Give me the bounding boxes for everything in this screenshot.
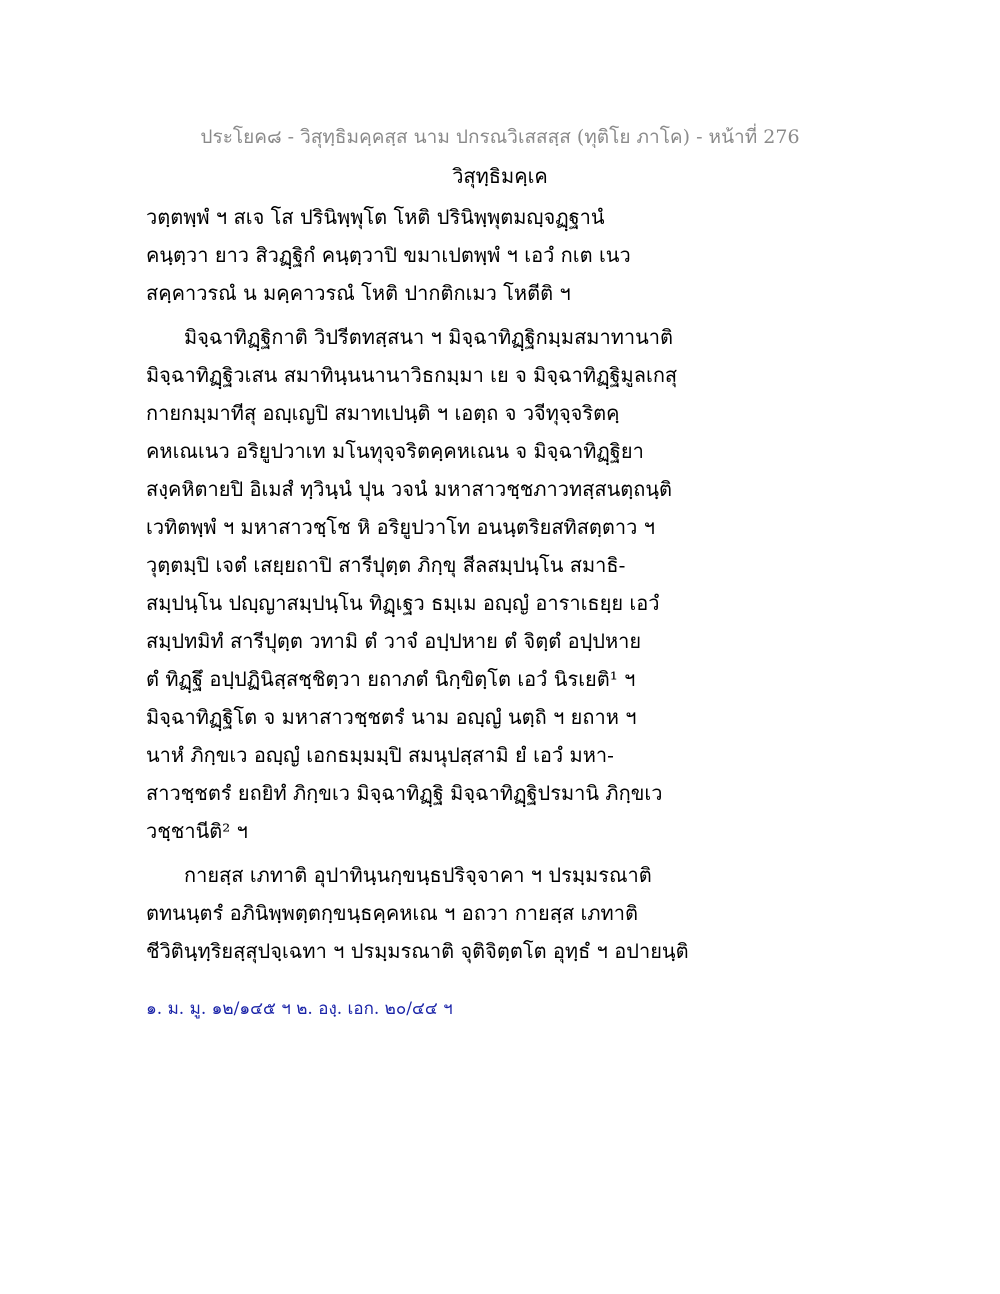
paragraph	[146, 318, 706, 850]
page-header: ประโยค๘ - วิสุทฺธิมคฺคสฺส นาม ปกรณวิเสสสฺส (ทุติโย ภาโค) - หน้าที่ 276	[200, 126, 800, 148]
text-line: มิจฺฉาทิฏฺฐิวเสน สมาทินฺนนานาวิธกมฺมา เย จ มิจฺฉาทิฏฺฐิมูลเกสุ	[146, 363, 678, 387]
text-line: สมฺปทมิทํ สารีปุตฺต วทามิ ตํ วาจํ อปฺปหาย ตํ จิตฺตํ อปฺปหาย	[146, 629, 642, 653]
paragraph	[146, 856, 706, 970]
text-line: สมฺปนฺโน ปญฺญาสมฺปนฺโน ทิฏฺเฐว ธมฺเม อญฺญํ อาราเธยฺย เอวํ	[146, 591, 660, 615]
text-line: มิจฺฉาทิฏฺฐิโต จ มหาสาวชฺชตรํ นาม อญฺญํ นตฺถิ ฯ ยถาห ฯ	[146, 705, 637, 729]
section-title: วิสุทฺธิมคฺเค	[452, 164, 548, 188]
text-line: คนฺตฺวา ยาว สิวฏฺฐิกํ คนฺตฺวาปิ ขมาเปตพฺพํ ฯ เอวํ กเต เนว	[146, 243, 631, 267]
text-line: คหเณเนว อริยูปวาเท มโนทุจฺจริตคฺคหเณน จ มิจฺฉาทิฏฺฐิยา	[146, 439, 644, 463]
text-line: เวทิตพฺพํ ฯ มหาสาวชฺโช หิ อริยูปวาโท อนนฺตริยสทิสตฺตาว ฯ	[146, 515, 655, 539]
text-line: มิจฺฉาทิฏฺฐิกาติ วิปรีตทสฺสนา ฯ มิจฺฉาทิฏฺฐิกมฺมสมาทานาติ	[184, 325, 673, 349]
body-text	[146, 198, 706, 970]
text-line: นาหํ ภิกฺขเว อญฺญํ เอกธมฺมมฺปิ สมนุปสฺสามิ ยํ เอวํ มหา-	[146, 743, 614, 767]
text-line: วชฺชานีติ² ฯ	[146, 819, 248, 843]
paragraph	[146, 198, 706, 312]
text-line: ชีวิตินฺทฺริยสฺสุปจฺเฉทา ฯ ปรมฺมรณาติ จุติจิตฺตโต อุทฺธํ ฯ อปายนฺติ	[146, 939, 689, 963]
text-line: สคฺคาวรณํ น มคฺคาวรณํ โหติ ปากติกเมว โหตีติ ฯ	[146, 281, 571, 305]
footnote: ๑. ม. มู. ๑๒/๑๔๕ ฯ ๒. องฺ. เอก. ๒๐/๔๔ ฯ	[146, 999, 453, 1019]
text-line: ตํ ทิฏฺฐึ อปฺปฏินิสฺสชฺชิตฺวา ยถาภตํ นิกฺขิตฺโต เอวํ นิรเยติ¹ ฯ	[146, 667, 636, 691]
text-line: ตทนนฺตรํ อภินิพฺพตฺตกฺขนฺธคฺคหเณ ฯ อถวา กายสฺส เภทาติ	[146, 901, 638, 925]
text-line: วตฺตพฺพํ ฯ สเจ โส ปรินิพฺพุโต โหติ ปรินิพฺพุตมญฺจฏฺฐานํ	[146, 205, 605, 229]
text-line: สงฺคหิตายปิ อิเมสํ ทฺวินฺนํ ปุน วจนํ มหาสาวชฺชภาวทสฺสนตฺถนฺติ	[146, 477, 673, 501]
text-line: กายสฺส เภทาติ อุปาทินฺนกฺขนฺธปริจฺจาคา ฯ ปรมฺมรณาติ	[184, 863, 652, 887]
text-line: สาวชฺชตรํ ยถยิทํ ภิกฺขเว มิจฺฉาทิฏฺฐิ มิจฺฉาทิฏฺฐิปรมานิ ภิกฺขเว	[146, 781, 663, 805]
text-line: กายกมฺมาทีสุ อญฺเญปิ สมาทเปนฺติ ฯ เอตฺถ จ วจีทุจฺจริตคฺ	[146, 401, 620, 425]
text-line: วุตฺตมฺปิ เจตํ เสยฺยถาปิ สารีปุตฺต ภิกฺขุ สีลสมฺปนฺโน สมาธิ-	[146, 553, 626, 577]
